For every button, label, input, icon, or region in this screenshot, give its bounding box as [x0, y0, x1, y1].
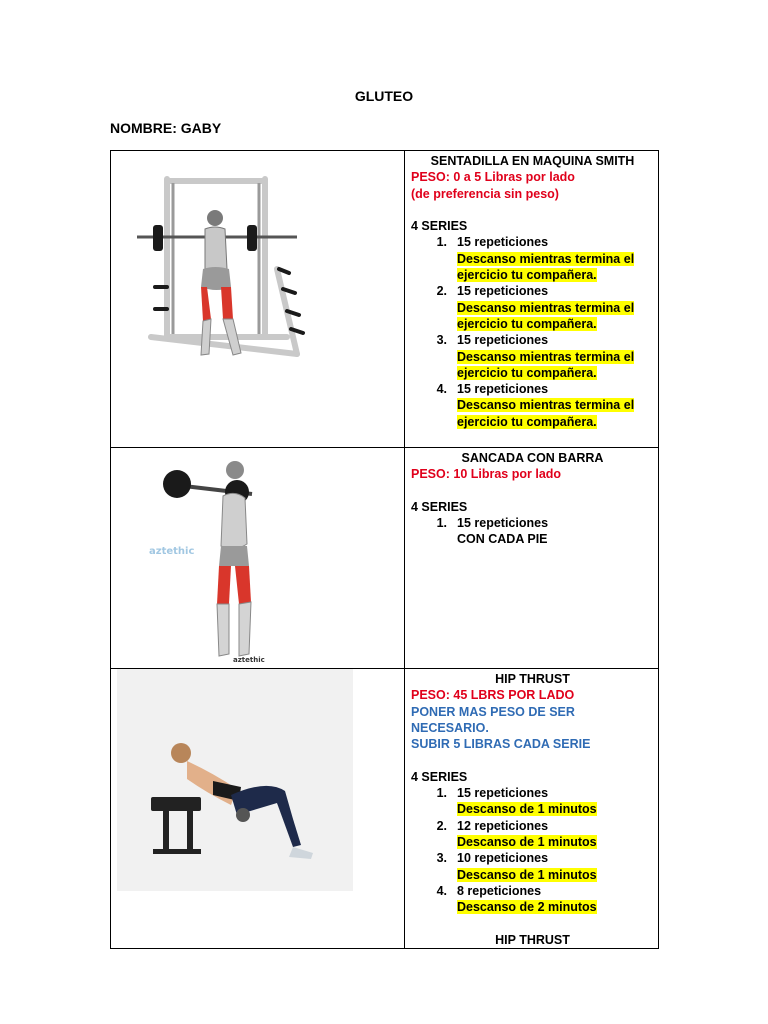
- list-item: 1. 15 repeticiones: [436, 235, 549, 250]
- extra-note: CON CADA PIE: [457, 532, 548, 547]
- watermark-label: aztethic: [149, 546, 195, 557]
- smith-squat-illustration: [137, 169, 327, 364]
- weight-note: PONER MAS PESO DE SER NECESARIO.: [411, 704, 575, 735]
- name-line: NOMBRE: GABY: [110, 120, 222, 136]
- exercise-image-cell: [111, 669, 405, 949]
- exercise-image-cell: [111, 448, 405, 669]
- barbell-lunge-illustration: [137, 454, 287, 664]
- list-item: 3. 10 repeticiones: [436, 851, 549, 866]
- list-item: 3. 15 repeticiones: [436, 333, 549, 348]
- exercise-details: [405, 448, 659, 669]
- list-item: 1. 15 repeticiones: [436, 786, 549, 801]
- document-title: GLUTEO: [354, 88, 414, 104]
- list-item: 4. 8 repeticiones: [436, 883, 542, 898]
- rest-note: Descanso mientras termina el: [457, 251, 635, 266]
- rest-note: Descanso de 2 minutos: [457, 900, 597, 915]
- weight-line: PESO: 45 LBRS POR LADO: [411, 688, 575, 703]
- series-count: 4 SERIES: [411, 499, 468, 514]
- rest-note: Descanso de 1 minutos: [457, 867, 597, 882]
- rest-note: ejercicio tu compañera.: [457, 316, 597, 331]
- exercise-row: [111, 669, 659, 949]
- list-item: 2. 12 repeticiones: [436, 818, 549, 833]
- exercise-title: SANCADA CON BARRA: [461, 451, 604, 465]
- list-item: 4. 15 repeticiones: [436, 382, 549, 397]
- list-item: 2. 15 repeticiones: [436, 284, 549, 299]
- exercise-details: [405, 669, 659, 949]
- series-count: 4 SERIES: [411, 769, 468, 784]
- rest-note: Descanso mientras termina el: [457, 300, 635, 315]
- weight-line: PESO: 10 Libras por lado: [411, 467, 562, 482]
- exercise-title: HIP THRUST: [495, 672, 570, 686]
- exercise-image-cell: [111, 151, 405, 448]
- watermark-label: aztethic: [233, 656, 265, 664]
- weight-line: PESO: 0 a 5 Libras por lado: [411, 170, 575, 185]
- rest-note: ejercicio tu compañera.: [457, 365, 597, 380]
- weight-note: (de preferencia sin peso): [411, 186, 559, 201]
- rest-note: Descanso de 1 minutos: [457, 802, 597, 817]
- workout-table: [110, 150, 659, 949]
- hip-thrust-photo: [117, 669, 353, 891]
- series-count: 4 SERIES: [411, 219, 468, 234]
- weight-note: SUBIR 5 LIBRAS CADA SERIE: [411, 737, 591, 752]
- exercise-footer: HIP THRUST: [495, 932, 570, 947]
- exercise-row: [111, 448, 659, 669]
- exercise-title: SENTADILLA EN MAQUINA SMITH: [430, 154, 635, 168]
- list-item: 1. 15 repeticiones: [436, 516, 549, 531]
- rest-note: Descanso mientras termina el: [457, 398, 635, 413]
- rest-note: Descanso de 1 minutos: [457, 834, 597, 849]
- rest-note: Descanso mientras termina el: [457, 349, 635, 364]
- exercise-row: [111, 151, 659, 448]
- exercise-details: [405, 151, 659, 448]
- rest-note: ejercicio tu compañera.: [457, 268, 597, 283]
- rest-note: ejercicio tu compañera.: [457, 414, 597, 429]
